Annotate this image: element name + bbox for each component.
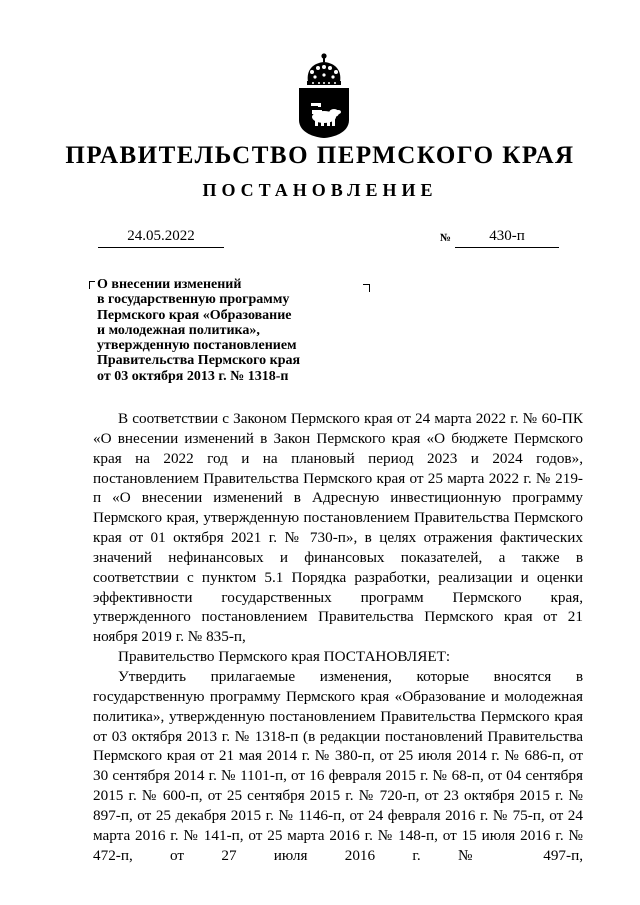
- crown-icon: [307, 53, 341, 85]
- subject-line: в государственную программу: [97, 292, 290, 308]
- body-paragraph-approve: Утвердить прилагаемые изменения, которые вносятся в государственную программу Пермского края «Образование и молодежная политика», утвержденную постановлением Правительства Пермского края от 03 октября 2013 г. № 1318-п (в редакции постановлений Правительства Пермского края от 21 мая 2014 г. № 380-п, от 25 июля 2014 г. № 686-п, от 30 сентября 2014 г. № 1101-п, от 16 февраля 2015 г. № 68-п, от 04 сентября 2015 г. № 600-п, от 25 сентября 2015 г. № 720-п, от 23 октября 2015 г. № 897-п, от 25 декабря 2015 г. № 1146-п, от 24 февраля 2016 г. № 75-п, от 24 марта 2016 г. № 141-п, от 25 марта 2016 г. № 148-п, от 15 июля 2016 г. № 472-п, от 27 июля 2016 г. № 497-п,: [93, 667, 583, 864]
- document-number: 430-п: [455, 228, 559, 248]
- document-subject: [97, 277, 357, 384]
- number-sign: №: [440, 232, 452, 244]
- body-paragraph-preamble: В соответствии с Законом Пермского края от 24 марта 2022 г. № 60-ПК «О внесении изменений в Закон Пермского края «О бюджете Пермского края на 2022 год и на плановый период 2023 и 2024 годов», постановлением Правительства Пермского края от 25 марта 2022 г. № 219-п «О внесении изменений в Адресную инвестиционную программу Пермского края, утвержденную постановлением Правительства Пермского края от 01 октября 2021 г. № 730-п», в целях отражения фактических значений нефинансовых и финансовых показателей, а также в соответствии с пунктом 5.1 Порядка разработки, реализации и оценки эффективности государственных программ Пермского края, утвержденного постановлением Правительства Пермского края от 21 ноября 2019 г. № 835-п,: [93, 410, 583, 646]
- subject-line: и молодежная политика»,: [97, 322, 260, 338]
- government-title: ПРАВИТЕЛЬСТВО ПЕРМСКОГО КРАЯ: [65, 142, 575, 169]
- subject-line: Правительства Пермского края: [97, 353, 301, 369]
- document-type: ПОСТАНОВЛЕНИЕ: [202, 180, 438, 200]
- document-body: [93, 409, 583, 865]
- subject-bracket-right: [363, 284, 370, 292]
- body-paragraph-resolves: Правительство Пермского края ПОСТАНОВЛЯЕТ:: [118, 648, 451, 666]
- document-date: 24.05.2022: [98, 228, 224, 248]
- subject-line: О внесении изменений: [97, 277, 242, 292]
- perm-krai-coat-of-arms-icon: [296, 52, 352, 138]
- subject-bracket-left: [89, 281, 95, 289]
- subject-line: от 03 октября 2013 г. № 1318-п: [97, 368, 289, 384]
- subject-line: утвержденную постановлением: [97, 338, 297, 354]
- subject-line: Пермского края «Образование: [97, 307, 292, 323]
